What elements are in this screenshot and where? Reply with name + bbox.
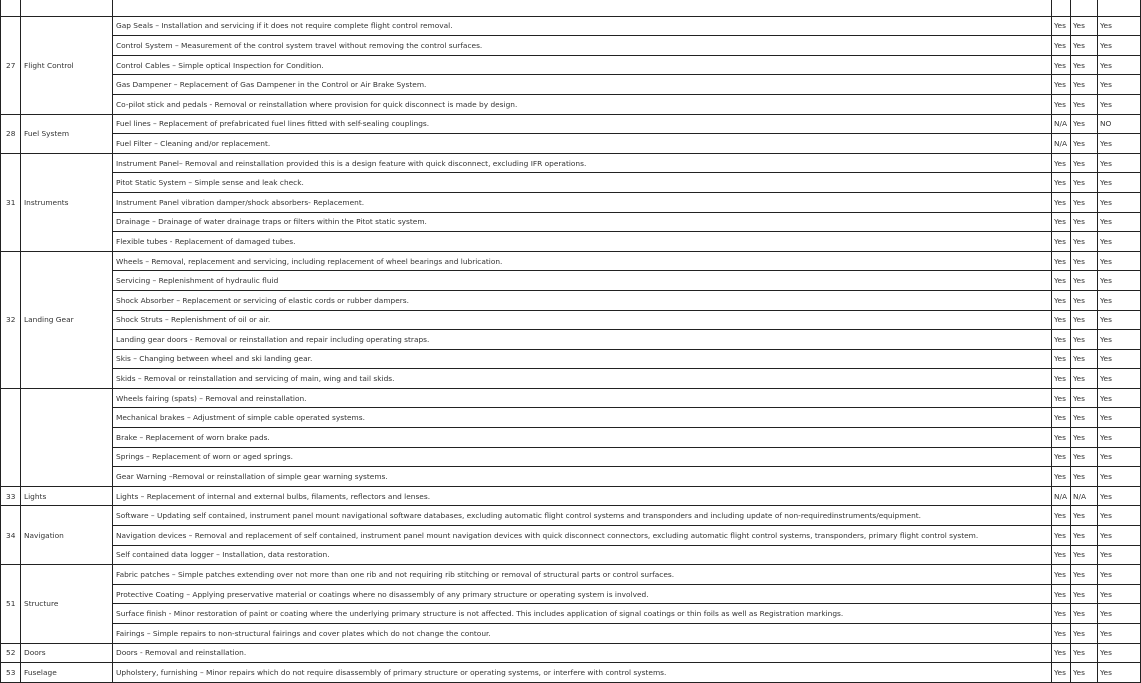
applicability-cell-3: Yes bbox=[1098, 447, 1141, 467]
applicability-cell-1: Yes bbox=[1052, 75, 1071, 95]
applicability-cell-3: Yes bbox=[1098, 663, 1141, 683]
task-description-cell: Control Cables – Simple optical Inspection for Condition. bbox=[113, 55, 1052, 75]
applicability-cell-1: Yes bbox=[1052, 447, 1071, 467]
table-body bbox=[1, 0, 1141, 682]
applicability-cell-2: Yes bbox=[1071, 604, 1098, 624]
table-row bbox=[1, 584, 1141, 604]
applicability-cell-2: Yes bbox=[1071, 388, 1098, 408]
applicability-cell-3: Yes bbox=[1098, 369, 1141, 389]
table-row bbox=[1, 388, 1141, 408]
applicability-cell-3: Yes bbox=[1098, 310, 1141, 330]
applicability-cell-1: Yes bbox=[1052, 565, 1071, 585]
task-description-cell: Gas Dampener – Replacement of Gas Dampener in the Control or Air Brake System. bbox=[113, 75, 1052, 95]
chapter-number-cell: 53 bbox=[1, 663, 21, 683]
system-name-cell: Lights bbox=[21, 486, 113, 506]
applicability-cell-1: Yes bbox=[1052, 467, 1071, 487]
applicability-cell-1: Yes bbox=[1052, 271, 1071, 291]
applicability-cell-3: Yes bbox=[1098, 526, 1141, 546]
applicability-cell-1: Yes bbox=[1052, 428, 1071, 448]
applicability-cell-2: Yes bbox=[1071, 36, 1098, 56]
table-row bbox=[1, 36, 1141, 56]
applicability-cell-3: Yes bbox=[1098, 36, 1141, 56]
system-name-cell: Fuselage bbox=[21, 663, 113, 683]
applicability-cell-3: NO bbox=[1098, 114, 1141, 134]
task-description-cell: Fuel Filter – Cleaning and/or replacement. bbox=[113, 134, 1052, 154]
applicability-cell-2: Yes bbox=[1071, 447, 1098, 467]
applicability-cell-1: Yes bbox=[1052, 290, 1071, 310]
table-row bbox=[1, 114, 1141, 134]
table-row bbox=[1, 16, 1141, 36]
task-description-cell: Upholstery, furnishing – Minor repairs which do not require disassembly of primary structure or operating systems, or interfere with control systems. bbox=[113, 663, 1052, 683]
applicability-cell-1: Yes bbox=[1052, 192, 1071, 212]
table-row bbox=[1, 604, 1141, 624]
table-row bbox=[1, 369, 1141, 389]
applicability-cell-2: Yes bbox=[1071, 75, 1098, 95]
applicability-cell-2: Yes bbox=[1071, 55, 1098, 75]
applicability-cell-1: Yes bbox=[1052, 251, 1071, 271]
applicability-cell-3: Yes bbox=[1098, 506, 1141, 526]
table-row bbox=[1, 428, 1141, 448]
applicability-cell-3: Yes bbox=[1098, 545, 1141, 565]
applicability-cell-3: Yes bbox=[1098, 192, 1141, 212]
applicability-cell-2: Yes bbox=[1071, 251, 1098, 271]
applicability-cell-2: Yes bbox=[1071, 232, 1098, 252]
applicability-cell-1: Yes bbox=[1052, 584, 1071, 604]
applicability-cell-3: Yes bbox=[1098, 349, 1141, 369]
task-description-cell: Wheels fairing (spats) – Removal and reinstallation. bbox=[113, 388, 1052, 408]
applicability-cell-1: Yes bbox=[1052, 16, 1071, 36]
applicability-cell-2: Yes bbox=[1071, 290, 1098, 310]
task-description-cell: Doors - Removal and reinstallation. bbox=[113, 643, 1052, 663]
applicability-cell-3: Yes bbox=[1098, 643, 1141, 663]
applicability-cell-1: Yes bbox=[1052, 388, 1071, 408]
table-row bbox=[1, 349, 1141, 369]
applicability-cell-2: Yes bbox=[1071, 16, 1098, 36]
table-row bbox=[1, 55, 1141, 75]
table-row bbox=[1, 447, 1141, 467]
applicability-cell-2: Yes bbox=[1071, 369, 1098, 389]
task-description-cell: Pitot Static System – Simple sense and leak check. bbox=[113, 173, 1052, 193]
table-row bbox=[1, 94, 1141, 114]
applicability-cell-1: N/A bbox=[1052, 114, 1071, 134]
task-description-cell: Software – Updating self contained, instrument panel mount navigational software databases, excluding automatic flight control systems and transponders and including update of non-requiredinstruments/equipment. bbox=[113, 506, 1052, 526]
applicability-cell-3: Yes bbox=[1098, 290, 1141, 310]
table-row bbox=[1, 153, 1141, 173]
task-description-cell: Flexible tubes - Replacement of damaged tubes. bbox=[113, 232, 1052, 252]
applicability-cell-1: Yes bbox=[1052, 643, 1071, 663]
applicability-cell-2: Yes bbox=[1071, 624, 1098, 644]
applicability-cell-2 bbox=[1071, 0, 1098, 16]
table-row bbox=[1, 232, 1141, 252]
applicability-cell-1: Yes bbox=[1052, 212, 1071, 232]
table-row bbox=[1, 330, 1141, 350]
task-description-cell: Shock Struts – Replenishment of oil or air. bbox=[113, 310, 1052, 330]
table-row bbox=[1, 251, 1141, 271]
applicability-cell-2: Yes bbox=[1071, 584, 1098, 604]
table-row bbox=[1, 467, 1141, 487]
applicability-cell-1: Yes bbox=[1052, 55, 1071, 75]
applicability-cell-1: Yes bbox=[1052, 232, 1071, 252]
applicability-cell-2: Yes bbox=[1071, 545, 1098, 565]
applicability-cell-3: Yes bbox=[1098, 428, 1141, 448]
system-name-cell bbox=[21, 388, 113, 486]
applicability-cell-3: Yes bbox=[1098, 173, 1141, 193]
table-row bbox=[1, 486, 1141, 506]
applicability-cell-3: Yes bbox=[1098, 624, 1141, 644]
chapter-number-cell bbox=[1, 0, 21, 16]
applicability-cell-2: Yes bbox=[1071, 643, 1098, 663]
applicability-cell-3: Yes bbox=[1098, 16, 1141, 36]
chapter-number-cell: 34 bbox=[1, 506, 21, 565]
applicability-cell-3: Yes bbox=[1098, 153, 1141, 173]
applicability-cell-2: Yes bbox=[1071, 310, 1098, 330]
system-name-cell: Landing Gear bbox=[21, 251, 113, 388]
applicability-cell-3: Yes bbox=[1098, 55, 1141, 75]
task-description-cell: Surface finish - Minor restoration of paint or coating where the underlying primary structure is not affected. This includes application of signal coatings or thin foils as well as Registration markings. bbox=[113, 604, 1052, 624]
chapter-number-cell: 52 bbox=[1, 643, 21, 663]
applicability-cell-2: Yes bbox=[1071, 212, 1098, 232]
table-row bbox=[1, 643, 1141, 663]
table-row bbox=[1, 545, 1141, 565]
system-name-cell bbox=[21, 0, 113, 16]
table-row bbox=[1, 506, 1141, 526]
applicability-cell-2: Yes bbox=[1071, 349, 1098, 369]
task-description-cell: Brake – Replacement of worn brake pads. bbox=[113, 428, 1052, 448]
applicability-cell-3: Yes bbox=[1098, 486, 1141, 506]
task-description-cell: Springs – Replacement of worn or aged springs. bbox=[113, 447, 1052, 467]
table-row bbox=[1, 192, 1141, 212]
applicability-cell-2: Yes bbox=[1071, 565, 1098, 585]
applicability-cell-1 bbox=[1052, 0, 1071, 16]
system-name-cell: Doors bbox=[21, 643, 113, 663]
applicability-cell-3 bbox=[1098, 0, 1141, 16]
table-row bbox=[1, 290, 1141, 310]
chapter-number-cell: 31 bbox=[1, 153, 21, 251]
table-row bbox=[1, 271, 1141, 291]
applicability-cell-2: Yes bbox=[1071, 134, 1098, 154]
table-row bbox=[1, 75, 1141, 95]
applicability-cell-3: Yes bbox=[1098, 330, 1141, 350]
table-row bbox=[1, 526, 1141, 546]
task-description-cell: Shock Absorber – Replacement or servicing of elastic cords or rubber dampers. bbox=[113, 290, 1052, 310]
chapter-number-cell: 51 bbox=[1, 565, 21, 643]
applicability-cell-1: Yes bbox=[1052, 369, 1071, 389]
task-description-cell: Skids – Removal or reinstallation and servicing of main, wing and tail skids. bbox=[113, 369, 1052, 389]
applicability-cell-1: Yes bbox=[1052, 408, 1071, 428]
task-description-cell: Co-pilot stick and pedals - Removal or reinstallation where provision for quick disconnect is made by design. bbox=[113, 94, 1052, 114]
applicability-cell-2: Yes bbox=[1071, 663, 1098, 683]
task-description-cell: Landing gear doors - Removal or reinstallation and repair including operating straps. bbox=[113, 330, 1052, 350]
applicability-cell-1: Yes bbox=[1052, 310, 1071, 330]
applicability-cell-2: Yes bbox=[1071, 173, 1098, 193]
applicability-cell-1: N/A bbox=[1052, 486, 1071, 506]
task-description-cell: Lights – Replacement of internal and external bulbs, filaments, reflectors and lenses. bbox=[113, 486, 1052, 506]
applicability-cell-1: Yes bbox=[1052, 153, 1071, 173]
applicability-cell-2: Yes bbox=[1071, 114, 1098, 134]
task-description-cell bbox=[113, 0, 1052, 16]
applicability-cell-2: Yes bbox=[1071, 506, 1098, 526]
applicability-cell-1: Yes bbox=[1052, 545, 1071, 565]
task-description-cell: Instrument Panel– Removal and reinstallation provided this is a design feature with quick disconnect, excluding IFR operations. bbox=[113, 153, 1052, 173]
applicability-cell-1: Yes bbox=[1052, 526, 1071, 546]
task-description-cell: Protective Coating – Applying preservative material or coatings where no disassembly of any primary structure or operating system is involved. bbox=[113, 584, 1052, 604]
system-name-cell: Fuel System bbox=[21, 114, 113, 153]
applicability-cell-3: Yes bbox=[1098, 565, 1141, 585]
table-row bbox=[1, 624, 1141, 644]
system-name-cell: Flight Control bbox=[21, 16, 113, 114]
task-description-cell: Drainage – Drainage of water drainage traps or filters within the Pitot static system. bbox=[113, 212, 1052, 232]
applicability-cell-1: Yes bbox=[1052, 506, 1071, 526]
chapter-number-cell bbox=[1, 388, 21, 486]
applicability-cell-2: N/A bbox=[1071, 486, 1098, 506]
task-description-cell: Fabric patches – Simple patches extending over not more than one rib and not requiring rib stitching or removal of structural parts or control surfaces. bbox=[113, 565, 1052, 585]
task-description-cell: Skis – Changing between wheel and ski landing gear. bbox=[113, 349, 1052, 369]
applicability-cell-2: Yes bbox=[1071, 192, 1098, 212]
applicability-cell-1: Yes bbox=[1052, 94, 1071, 114]
applicability-cell-3: Yes bbox=[1098, 251, 1141, 271]
system-name-cell: Instruments bbox=[21, 153, 113, 251]
chapter-number-cell: 28 bbox=[1, 114, 21, 153]
applicability-cell-1: Yes bbox=[1052, 36, 1071, 56]
applicability-cell-3: Yes bbox=[1098, 94, 1141, 114]
applicability-cell-3: Yes bbox=[1098, 134, 1141, 154]
table-row bbox=[1, 408, 1141, 428]
applicability-cell-3: Yes bbox=[1098, 388, 1141, 408]
applicability-cell-3: Yes bbox=[1098, 271, 1141, 291]
task-description-cell: Self contained data logger – Installation, data restoration. bbox=[113, 545, 1052, 565]
table-row bbox=[1, 212, 1141, 232]
task-description-cell: Gear Warning –Removal or reinstallation of simple gear warning systems. bbox=[113, 467, 1052, 487]
applicability-cell-2: Yes bbox=[1071, 271, 1098, 291]
applicability-cell-2: Yes bbox=[1071, 330, 1098, 350]
applicability-cell-2: Yes bbox=[1071, 408, 1098, 428]
table-row bbox=[1, 134, 1141, 154]
applicability-cell-2: Yes bbox=[1071, 526, 1098, 546]
table-row bbox=[1, 173, 1141, 193]
chapter-number-cell: 27 bbox=[1, 16, 21, 114]
task-description-cell: Fuel lines – Replacement of prefabricated fuel lines fitted with self-sealing couplings. bbox=[113, 114, 1052, 134]
applicability-cell-2: Yes bbox=[1071, 467, 1098, 487]
table-row bbox=[1, 0, 1141, 16]
task-description-cell: Navigation devices – Removal and replacement of self contained, instrument panel mount navigation devices with quick disconnect connectors, excluding automatic flight control systems, transponders, primary flight control system. bbox=[113, 526, 1052, 546]
system-name-cell: Structure bbox=[21, 565, 113, 643]
task-description-cell: Control System – Measurement of the control system travel without removing the control surfaces. bbox=[113, 36, 1052, 56]
applicability-cell-1: Yes bbox=[1052, 330, 1071, 350]
applicability-cell-3: Yes bbox=[1098, 212, 1141, 232]
chapter-number-cell: 33 bbox=[1, 486, 21, 506]
applicability-cell-2: Yes bbox=[1071, 94, 1098, 114]
applicability-cell-3: Yes bbox=[1098, 408, 1141, 428]
table-row bbox=[1, 565, 1141, 585]
table-row bbox=[1, 310, 1141, 330]
applicability-cell-1: Yes bbox=[1052, 173, 1071, 193]
task-description-cell: Mechanical brakes – Adjustment of simple cable operated systems. bbox=[113, 408, 1052, 428]
applicability-cell-1: N/A bbox=[1052, 134, 1071, 154]
task-description-cell: Servicing – Replenishment of hydraulic fluid bbox=[113, 271, 1052, 291]
task-description-cell: Wheels – Removal, replacement and servicing, including replacement of wheel bearings and lubrication. bbox=[113, 251, 1052, 271]
task-description-cell: Fairings – Simple repairs to non-structural fairings and cover plates which do not change the contour. bbox=[113, 624, 1052, 644]
applicability-cell-1: Yes bbox=[1052, 624, 1071, 644]
applicability-cell-3: Yes bbox=[1098, 467, 1141, 487]
applicability-cell-1: Yes bbox=[1052, 604, 1071, 624]
applicability-cell-1: Yes bbox=[1052, 663, 1071, 683]
applicability-cell-3: Yes bbox=[1098, 232, 1141, 252]
applicability-cell-3: Yes bbox=[1098, 584, 1141, 604]
table-row bbox=[1, 663, 1141, 683]
system-name-cell: Navigation bbox=[21, 506, 113, 565]
applicability-cell-2: Yes bbox=[1071, 428, 1098, 448]
applicability-cell-3: Yes bbox=[1098, 75, 1141, 95]
applicability-cell-3: Yes bbox=[1098, 604, 1141, 624]
applicability-cell-1: Yes bbox=[1052, 349, 1071, 369]
task-description-cell: Instrument Panel vibration damper/shock absorbers- Replacement. bbox=[113, 192, 1052, 212]
applicability-cell-2: Yes bbox=[1071, 153, 1098, 173]
chapter-number-cell: 32 bbox=[1, 251, 21, 388]
task-description-cell: Gap Seals – Installation and servicing if it does not require complete flight control removal. bbox=[113, 16, 1052, 36]
